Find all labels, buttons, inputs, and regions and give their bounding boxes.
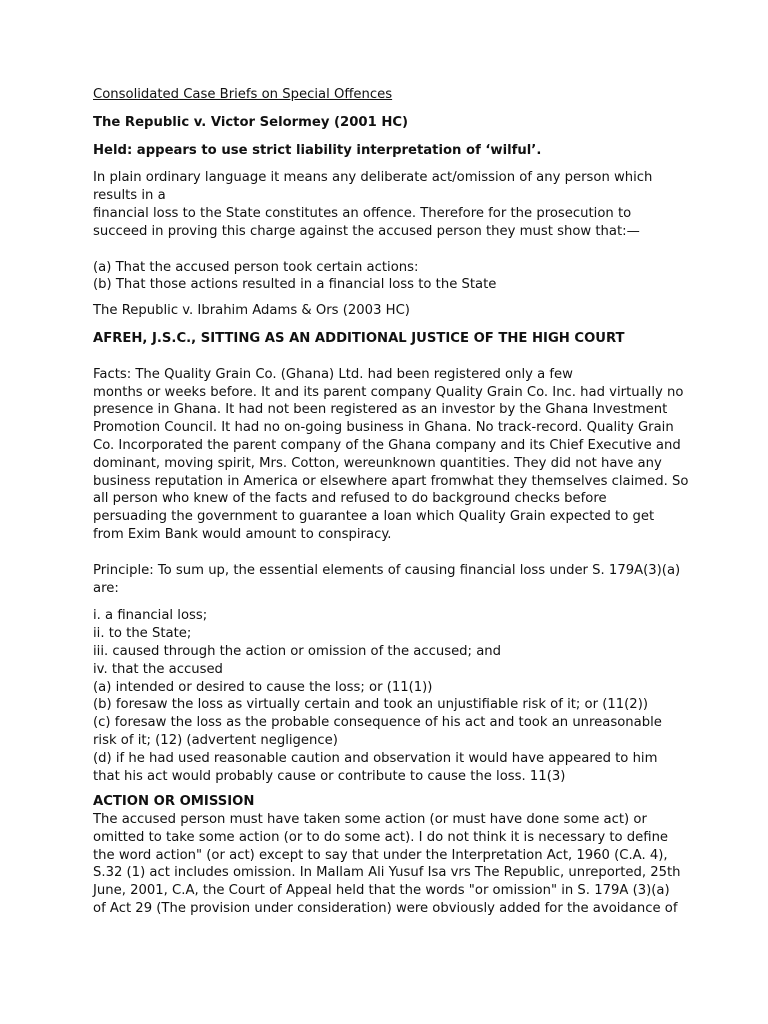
case-title: The Republic v. Victor Selormey (2001 HC) [93, 114, 409, 130]
list-item: (d) if he had used reasonable caution and observation it would have appeared to him [93, 750, 658, 766]
text-line: months or weeks before. It and its parent company Quality Grain Co. Inc. had virtually no [93, 384, 684, 400]
text-line: are: [93, 580, 119, 596]
list-item: (a) intended or desired to cause the loss; or (11(1)) [93, 679, 433, 695]
text-line: omitted to take some action (or to do some act). I do not think it is necessary to define [93, 829, 669, 845]
text-line: financial loss to the State constitutes an offence. Therefore for the prosecution to [93, 205, 632, 221]
held-statement: Held: appears to use strict liability interpretation of ‘wilful’. [93, 142, 542, 158]
list-item: (b) foresaw the loss as virtually certain and took an unjustifiable risk of it; or (11(2)) [93, 697, 648, 713]
action-paragraph [93, 811, 758, 918]
case-title: The Republic v. Ibrahim Adams & Ors (2003 HC) [93, 303, 410, 319]
text-line: the word action" (or act) except to say that under the Interpretation Act, 1960 (C.A. 4), [93, 847, 668, 863]
list-item: i. a financial loss; [93, 608, 208, 624]
text-line: succeed in proving this charge against the accused person they must show that:— [93, 223, 640, 239]
list-item: iii. caused through the action or omission of the accused; and [93, 643, 502, 659]
text-line: presence in Ghana. It had not been registered as an investor by the Ghana Investment [93, 402, 668, 418]
list-item: iv. that the accused [93, 661, 223, 677]
document-page [93, 86, 758, 918]
text-line: dominant, moving spirit, Mrs. Cotton, wereunknown quantities. They did not have any [93, 455, 662, 471]
text-line: Co. Incorporated the parent company of the Ghana company and its Chief Executive and [93, 437, 681, 453]
text-line: Promotion Council. It had no on-going business in Ghana. No track-record. Quality Grain [93, 420, 674, 436]
text-line: results in a [93, 188, 166, 204]
list-item: (b) That those actions resulted in a financial loss to the State [93, 277, 497, 293]
list-item: (a) That the accused person took certain actions: [93, 259, 419, 275]
list-item: that his act would probably cause or contribute to cause the loss. 11(3) [93, 768, 566, 784]
list-item: (c) foresaw the loss as the probable consequence of his act and took an unreasonable [93, 715, 662, 731]
elements-list [93, 607, 758, 785]
principle-paragraph [93, 562, 758, 598]
text-line: June, 2001, C.A, the Court of Appeal held that the words "or omission" in S. 179A (3)(a) [93, 883, 670, 899]
text-line: Principle: To sum up, the essential elements of causing financial loss under S. 179A(3)(a) [93, 562, 681, 578]
section-heading: ACTION OR OMISSION [93, 794, 255, 810]
text-line: persuading the government to guarantee a loan which Quality Grain expected to get [93, 509, 655, 525]
judge-heading: AFREH, J.S.C., SITTING AS AN ADDITIONAL JUSTICE OF THE HIGH COURT [93, 330, 625, 346]
text-line: business reputation in America or elsewhere apart fromwhat they themselves claimed. So [93, 473, 689, 489]
text-line: In plain ordinary language it means any deliberate act/omission of any person which [93, 170, 653, 186]
document-title: Consolidated Case Briefs on Special Offences [93, 87, 393, 102]
text-line: from Exim Bank would amount to conspiracy. [93, 526, 392, 542]
list [93, 259, 758, 295]
paragraph [93, 169, 758, 240]
text-line: all person who knew of the facts and refused to do background checks before [93, 491, 607, 507]
text-line: of Act 29 (The provision under consideration) were obviously added for the avoidance of [93, 901, 678, 917]
facts-paragraph [93, 366, 758, 544]
list-item: risk of it; (12) (advertent negligence) [93, 732, 338, 748]
text-line: S.32 (1) act includes omission. In Mallam Ali Yusuf Isa vrs The Republic, unreported, 25th [93, 865, 681, 881]
text-line: Facts: The Quality Grain Co. (Ghana) Ltd. had been registered only a few [93, 366, 573, 382]
list-item: ii. to the State; [93, 626, 192, 642]
text-line: The accused person must have taken some action (or must have done some act) or [93, 812, 647, 828]
